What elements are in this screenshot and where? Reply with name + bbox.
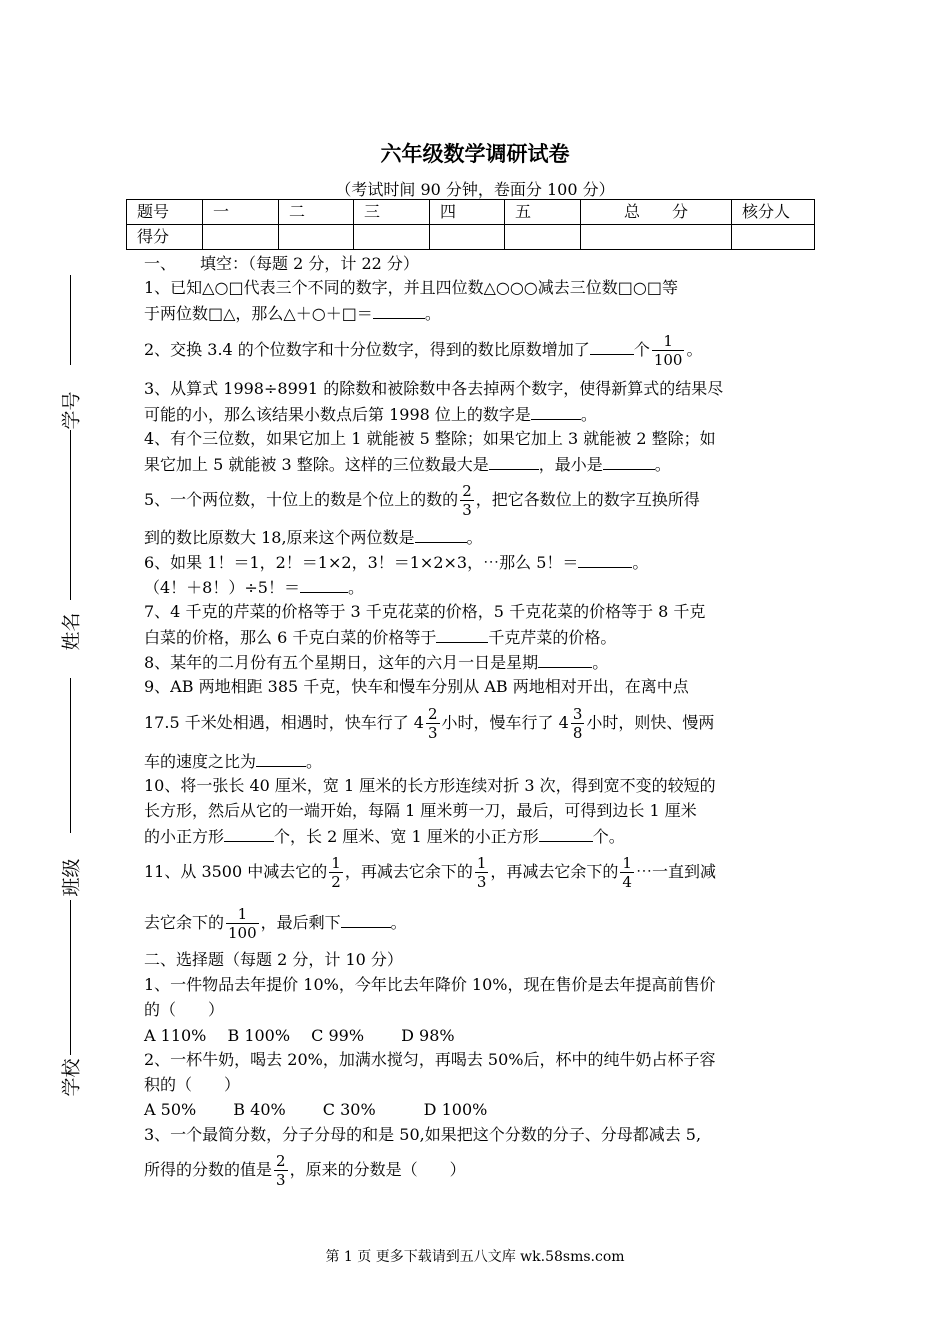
score-cell[interactable] [732,225,815,250]
question-9-line-2 [144,703,814,743]
score-cell[interactable] [279,225,354,250]
question-10-line-1: 10、将一张长 40 厘米，宽 1 厘米的长方形连续对折 3 次，得到宽不变的较短的 [144,776,716,795]
fraction-numerator: 3 [572,705,583,723]
side-line [70,275,71,365]
fraction-denominator: 100 [228,924,257,942]
question-text: 个，长 2 厘米、宽 1 厘米的小正方形 [274,827,539,846]
question-text: 果它加上 5 就能被 3 整除。这样的三位数最大是 [144,455,489,474]
question-text: ，再减去它余下的 [344,862,473,881]
answer-blank[interactable] [436,625,488,643]
question-2 [144,332,814,369]
table-cell: 三 [354,200,430,225]
question-text: 小时，慢车行了 4 [441,713,569,732]
question-10-line-3 [144,824,814,849]
fraction-denominator: 100 [653,351,683,369]
fraction [571,705,585,742]
score-table-header-row [127,200,815,225]
choice-3-line-2 [144,1150,814,1190]
table-cell: 一 [203,200,279,225]
answer-blank[interactable] [224,824,274,842]
answer-blank[interactable] [489,452,539,470]
question-3-line-1: 3、从算式 1998÷8991 的除数和被除数中各去掉两个数字，使得新算式的结果尽 [144,379,724,398]
question-text: 小时，则快、慢两 [586,713,715,732]
answer-blank[interactable] [300,575,348,593]
question-6-line-1 [144,550,814,575]
choice-2-options: A 50% B 40% C 30% D 100% [144,1100,488,1119]
question-text: 所得的分数的值是 [144,1160,273,1179]
question-1-line-1: 1、已知△○□代表三个不同的数字，并且四位数△○○○减去三位数□○□等 [144,278,678,297]
answer-blank[interactable] [538,650,592,668]
score-cell[interactable] [203,225,279,250]
question-text: 8、某年的二月份有五个星期日，这年的六月一日是星期 [144,653,539,672]
question-text: 。 [424,304,441,323]
question-text: 的小正方形 [144,827,225,846]
question-text: 。 [390,913,407,932]
question-text: ，再减去它余下的 [490,862,619,881]
answer-blank[interactable] [415,525,467,543]
question-7-line-1: 7、4 千克的芹菜的价格等于 3 千克花菜的价格，5 千克花菜的价格等于 8 千克 [144,602,706,621]
question-text: 。 [347,578,364,597]
question-4-line-2 [144,452,814,477]
question-7-line-2 [144,625,814,650]
question-text: ⋯一直到减 [635,862,716,881]
side-label-xuexiao: 学校 [60,1058,83,1097]
question-text: 。 [654,455,671,474]
question-text: 去它余下的 [144,913,225,932]
question-text: ，原来的分数是（ ） [289,1160,466,1179]
fraction [226,905,259,942]
fraction-numerator: 2 [462,482,472,500]
question-11-line-2 [144,903,814,943]
page-footer: 第 1 页 更多下载请到五八文库 wk.58sms.com [325,1249,625,1265]
question-text: 个 [633,340,650,359]
answer-blank[interactable] [256,749,306,767]
fraction-denominator: 3 [427,724,438,742]
question-6-line-2 [144,575,814,600]
question-text: 5、一个两位数，十位上的数是个位上的数的 [144,490,459,509]
score-cell[interactable] [430,225,505,250]
side-label-xuehao: 学号 [60,391,83,430]
question-11-line-1 [144,852,814,892]
score-cell[interactable] [354,225,430,250]
fraction [475,854,489,891]
page-title: 六年级数学调研试卷 [380,141,570,166]
fraction-denominator: 3 [276,1171,286,1189]
answer-blank[interactable] [373,301,425,319]
score-table [126,199,815,250]
fraction [620,854,634,891]
table-cell: 核分人 [732,200,815,225]
question-text: 2、交换 3.4 的个位数字和十分位数字，得到的数比原数增加了 [144,340,590,359]
question-text: 个。 [592,827,625,846]
question-text: 。 [632,553,649,572]
question-text: 。 [466,528,483,547]
fraction-denominator: 3 [462,501,472,519]
fraction [426,705,440,742]
section-heading: 二、选择题（每题 2 分，计 10 分） [144,950,403,969]
question-text: 。 [306,752,323,771]
fraction-denominator: 4 [622,873,632,891]
question-text: 到的数比原数大 18,原来这个两位数是 [144,528,415,547]
fraction [329,854,343,891]
table-cell: 总 分 [581,200,732,225]
side-line [70,900,71,1055]
fraction-numerator: 1 [226,905,259,924]
question-text: ，最后剩下 [260,913,341,932]
fraction-numerator: 1 [652,332,685,351]
choice-1-options: A 110% B 100% C 99% D 98% [144,1026,455,1045]
question-4-line-1: 4、有个三位数，如果它加上 1 就能被 5 整除；如果它加上 3 就能被 2 整除；如 [144,429,716,448]
question-text: 17.5 千米处相遇，相遇时，快车行了 4 [144,713,424,732]
score-cell[interactable] [505,225,581,250]
side-label-banji: 班级 [60,858,83,897]
fraction [460,482,474,519]
fraction-numerator: 2 [276,1152,286,1170]
question-10-line-2: 长方形，然后从它的一端开始，每隔 1 厘米剪一刀，最后，可得到边长 1 厘米 [144,801,697,820]
fraction-numerator: 1 [476,854,487,872]
fraction [652,332,685,369]
question-text: 11、从 3500 中减去它的 [144,862,328,881]
answer-blank[interactable] [590,337,634,355]
answer-blank[interactable] [578,550,632,568]
choice-1-line-2: 的（ ） [144,1000,225,1019]
question-text: （4！＋8！）÷5！＝ [144,578,300,597]
score-cell[interactable] [581,225,732,250]
choice-1-line-1: 1、一件物品去年提价 10%，今年比去年降价 10%，现在售价是去年提高前售价 [144,975,716,994]
choice-2-line-1: 2、一杯牛奶，喝去 20%，加满水搅匀，再喝去 50%后，杯中的纯牛奶占杯子容 [144,1050,716,1069]
question-text: 白菜的价格，那么 6 千克白菜的价格等于 [144,628,437,647]
question-text: 于两位数□△，那么△＋○＋□＝ [144,304,373,323]
question-9-line-1: 9、AB 两地相距 385 千克，快车和慢车分别从 AB 两地相对开出，在离中点 [144,677,689,696]
question-3-line-2 [144,402,814,427]
fraction-denominator: 3 [476,873,487,891]
question-text: ，把它各数位上的数字互换所得 [475,490,700,509]
fraction-numerator: 2 [427,705,438,723]
exam-subtitle: （考试时间 90 分钟，卷面分 100 分） [335,180,615,199]
question-5-line-2 [144,525,814,550]
table-cell: 五 [505,200,581,225]
side-label-xingming: 姓名 [60,612,83,651]
fraction-denominator: 2 [331,873,341,891]
fraction-denominator: 8 [572,724,583,742]
question-text: 6、如果 1！＝1，2！＝1×2，3！＝1×2×3，⋯那么 5！＝ [144,553,579,572]
table-cell: 得分 [127,225,203,250]
side-line [70,430,71,600]
choice-2-line-2: 积的（ ） [144,1075,241,1094]
table-cell: 题号 [127,200,203,225]
answer-blank[interactable] [603,452,655,470]
section-heading: 一、 填空：（每题 2 分，计 22 分） [144,254,419,273]
question-9-line-3 [144,749,814,774]
choice-3-line-1: 3、一个最简分数，分子分母的和是 50,如果把这个分数的分子、分母都减去 5, [144,1125,702,1144]
question-5-line-1 [144,480,814,520]
table-cell: 四 [430,200,505,225]
question-text: 车的速度之比为 [144,752,257,771]
question-text: 。 [580,405,597,424]
question-1-line-2 [144,301,814,326]
fraction-numerator: 1 [622,854,632,872]
question-text: ，最小是 [538,455,603,474]
fraction-numerator: 1 [331,854,341,872]
question-text: 。 [686,340,703,359]
table-cell: 二 [279,200,354,225]
answer-blank[interactable] [539,824,593,842]
question-text: 可能的小，那么该结果小数点后第 1998 位上的数字是 [144,405,531,424]
answer-blank[interactable] [531,402,581,420]
question-text: 。 [592,653,609,672]
question-8 [144,650,814,675]
score-table-score-row [127,225,815,250]
answer-blank[interactable] [341,910,391,928]
fraction [274,1152,288,1189]
side-line [70,678,71,833]
question-text: 千克芹菜的价格。 [488,628,617,647]
